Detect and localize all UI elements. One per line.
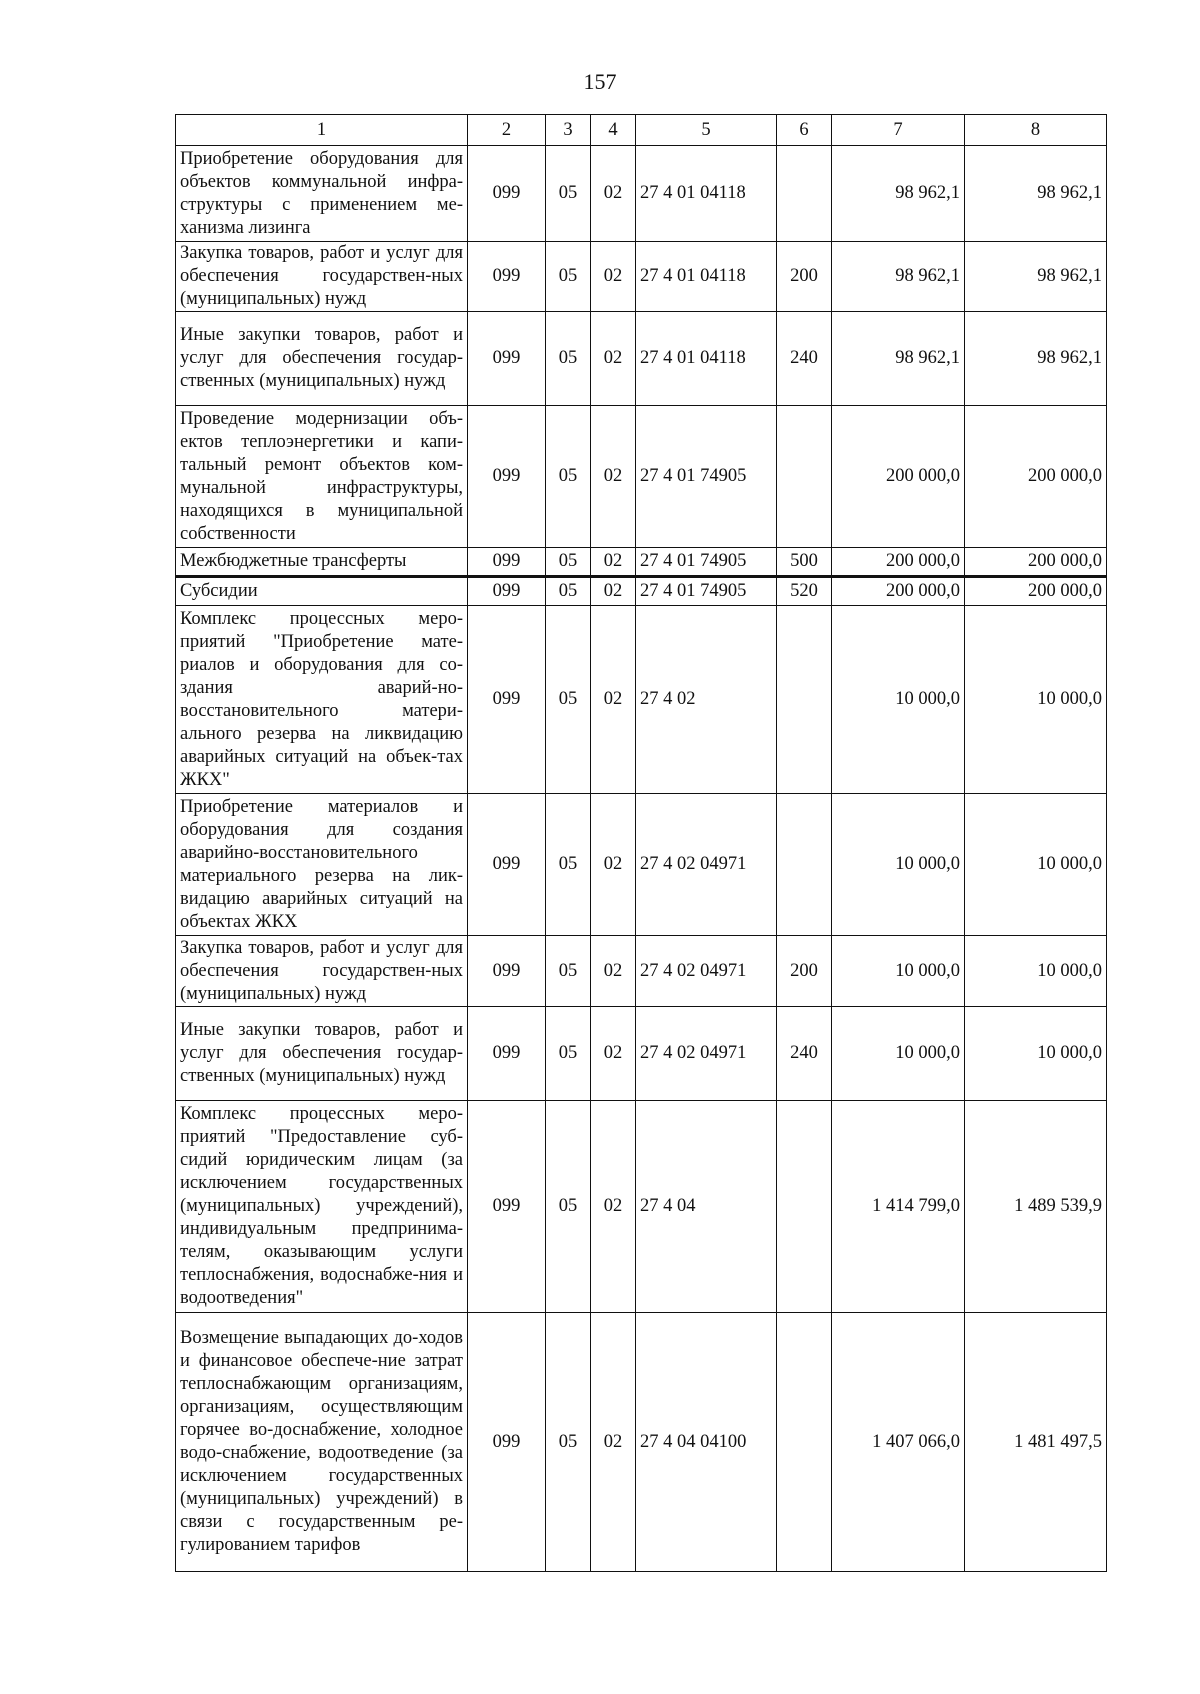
row-name: Приобретение оборудования для объектов коммунальной инфра-структуры с применением ме-ханизма лизинга [176,146,468,242]
row-ministry: 099 [468,406,546,548]
table-row [176,1313,1107,1572]
row-amount-1: 200 000,0 [832,577,965,606]
row-subsection: 02 [591,146,636,242]
row-target: 27 4 01 04118 [636,312,777,406]
table-row [176,312,1107,406]
row-name: Возмещение выпадающих до-ходов и финансовое обеспече-ние затрат теплоснабжающим организациям, организациям, осуществляющим горячее во-доснабжение, холодное водо-снабжение, водоотведение (за исключением государственных (муниципальных) учреждений) в связи с государственным ре-гулированием тарифов [176,1313,468,1572]
row-amount-2: 200 000,0 [965,406,1107,548]
row-amount-2: 10 000,0 [965,1007,1107,1101]
row-section: 05 [546,406,591,548]
row-amount-2: 200 000,0 [965,577,1107,606]
row-section: 05 [546,548,591,577]
row-ministry: 099 [468,146,546,242]
table-body [176,146,1107,1572]
row-section: 05 [546,1101,591,1313]
row-section: 05 [546,1313,591,1572]
table-row [176,1007,1107,1101]
row-section: 05 [546,794,591,936]
row-name: Иные закупки товаров, работ и услуг для обеспечения государ-ственных (муниципальных) нужд [176,1007,468,1101]
row-section: 05 [546,936,591,1007]
row-amount-1: 98 962,1 [832,312,965,406]
table-row [176,242,1107,312]
header-col-3: 3 [546,115,591,146]
table-row [176,936,1107,1007]
header-col-7: 7 [832,115,965,146]
table-row [176,577,1107,606]
row-name: Комплекс процессных меро-приятий "Предоставление суб-сидий юридическим лицам (за исключением государственных (муниципальных) учреждений), индивидуальным предпринима-телям, оказывающим услуги теплоснабжения, водоснабже-ния и водоотведения" [176,1101,468,1313]
row-amount-1: 200 000,0 [832,548,965,577]
row-subsection: 02 [591,1313,636,1572]
row-amount-1: 10 000,0 [832,794,965,936]
row-target: 27 4 01 04118 [636,242,777,312]
row-expense-type [777,406,832,548]
row-subsection: 02 [591,548,636,577]
row-expense-type: 240 [777,1007,832,1101]
row-ministry: 099 [468,606,546,794]
row-name: Межбюджетные трансферты [176,548,468,577]
row-expense-type: 200 [777,242,832,312]
row-subsection: 02 [591,936,636,1007]
row-name: Комплекс процессных меро-приятий "Приобретение мате-риалов и оборудования для со-здания аварий-но-восстановительного матери-ального резерва на ликвидацию аварийных ситуаций на объек-тах ЖКХ" [176,606,468,794]
header-col-4: 4 [591,115,636,146]
row-amount-2: 200 000,0 [965,548,1107,577]
row-expense-type: 200 [777,936,832,1007]
row-amount-2: 1 481 497,5 [965,1313,1107,1572]
row-amount-2: 10 000,0 [965,936,1107,1007]
row-amount-1: 200 000,0 [832,406,965,548]
row-amount-1: 98 962,1 [832,146,965,242]
row-ministry: 099 [468,242,546,312]
table-row [176,1101,1107,1313]
row-ministry: 099 [468,794,546,936]
row-target: 27 4 04 04100 [636,1313,777,1572]
header-row [176,115,1107,146]
row-ministry: 099 [468,1007,546,1101]
row-section: 05 [546,577,591,606]
row-amount-1: 98 962,1 [832,242,965,312]
row-section: 05 [546,1007,591,1101]
row-ministry: 099 [468,936,546,1007]
row-name: Иные закупки товаров, работ и услуг для обеспечения государ-ственных (муниципальных) нужд [176,312,468,406]
row-amount-1: 10 000,0 [832,936,965,1007]
row-target: 27 4 02 04971 [636,936,777,1007]
row-target: 27 4 04 [636,1101,777,1313]
budget-table [175,114,1107,1572]
row-subsection: 02 [591,794,636,936]
row-amount-1: 1 414 799,0 [832,1101,965,1313]
row-expense-type [777,794,832,936]
row-target: 27 4 01 04118 [636,146,777,242]
page-number: 157 [583,69,617,94]
table-row [176,794,1107,936]
row-expense-type: 520 [777,577,832,606]
row-expense-type: 500 [777,548,832,577]
row-name: Закупка товаров, работ и услуг для обеспечения государствен-ных (муниципальных) нужд [176,936,468,1007]
header-col-5: 5 [636,115,777,146]
row-name: Проведение модернизации объ-ектов теплоэнергетики и капи-тальный ремонт объектов ком-мунальной инфраструктуры, находящихся в муниципальной собственности [176,406,468,548]
row-expense-type [777,606,832,794]
row-subsection: 02 [591,1101,636,1313]
row-subsection: 02 [591,406,636,548]
row-amount-2: 1 489 539,9 [965,1101,1107,1313]
row-amount-1: 10 000,0 [832,1007,965,1101]
header-col-2: 2 [468,115,546,146]
row-expense-type [777,1313,832,1572]
row-amount-2: 98 962,1 [965,146,1107,242]
row-subsection: 02 [591,312,636,406]
row-subsection: 02 [591,577,636,606]
header-col-6: 6 [777,115,832,146]
table-row [176,146,1107,242]
row-amount-2: 10 000,0 [965,606,1107,794]
table-row [176,606,1107,794]
row-subsection: 02 [591,1007,636,1101]
row-expense-type [777,146,832,242]
row-target: 27 4 02 04971 [636,1007,777,1101]
row-expense-type: 240 [777,312,832,406]
row-target: 27 4 01 74905 [636,577,777,606]
row-section: 05 [546,606,591,794]
row-ministry: 099 [468,1313,546,1572]
row-subsection: 02 [591,242,636,312]
row-expense-type [777,1101,832,1313]
table-row [176,548,1107,577]
row-target: 27 4 01 74905 [636,406,777,548]
row-amount-1: 10 000,0 [832,606,965,794]
row-amount-2: 98 962,1 [965,312,1107,406]
row-ministry: 099 [468,577,546,606]
row-name: Субсидии [176,577,468,606]
row-amount-2: 98 962,1 [965,242,1107,312]
row-ministry: 099 [468,1101,546,1313]
table-row [176,406,1107,548]
row-subsection: 02 [591,606,636,794]
row-ministry: 099 [468,312,546,406]
header-col-8: 8 [965,115,1107,146]
header-col-1: 1 [176,115,468,146]
row-section: 05 [546,312,591,406]
row-section: 05 [546,242,591,312]
row-target: 27 4 02 04971 [636,794,777,936]
row-amount-1: 1 407 066,0 [832,1313,965,1572]
row-ministry: 099 [468,548,546,577]
row-section: 05 [546,146,591,242]
row-name: Приобретение материалов и оборудования для создания аварийно-восстановительного материального резерва на лик-видацию аварийных ситуаций на объектах ЖКХ [176,794,468,936]
row-name: Закупка товаров, работ и услуг для обеспечения государствен-ных (муниципальных) нужд [176,242,468,312]
row-amount-2: 10 000,0 [965,794,1107,936]
row-target: 27 4 02 [636,606,777,794]
row-target: 27 4 01 74905 [636,548,777,577]
